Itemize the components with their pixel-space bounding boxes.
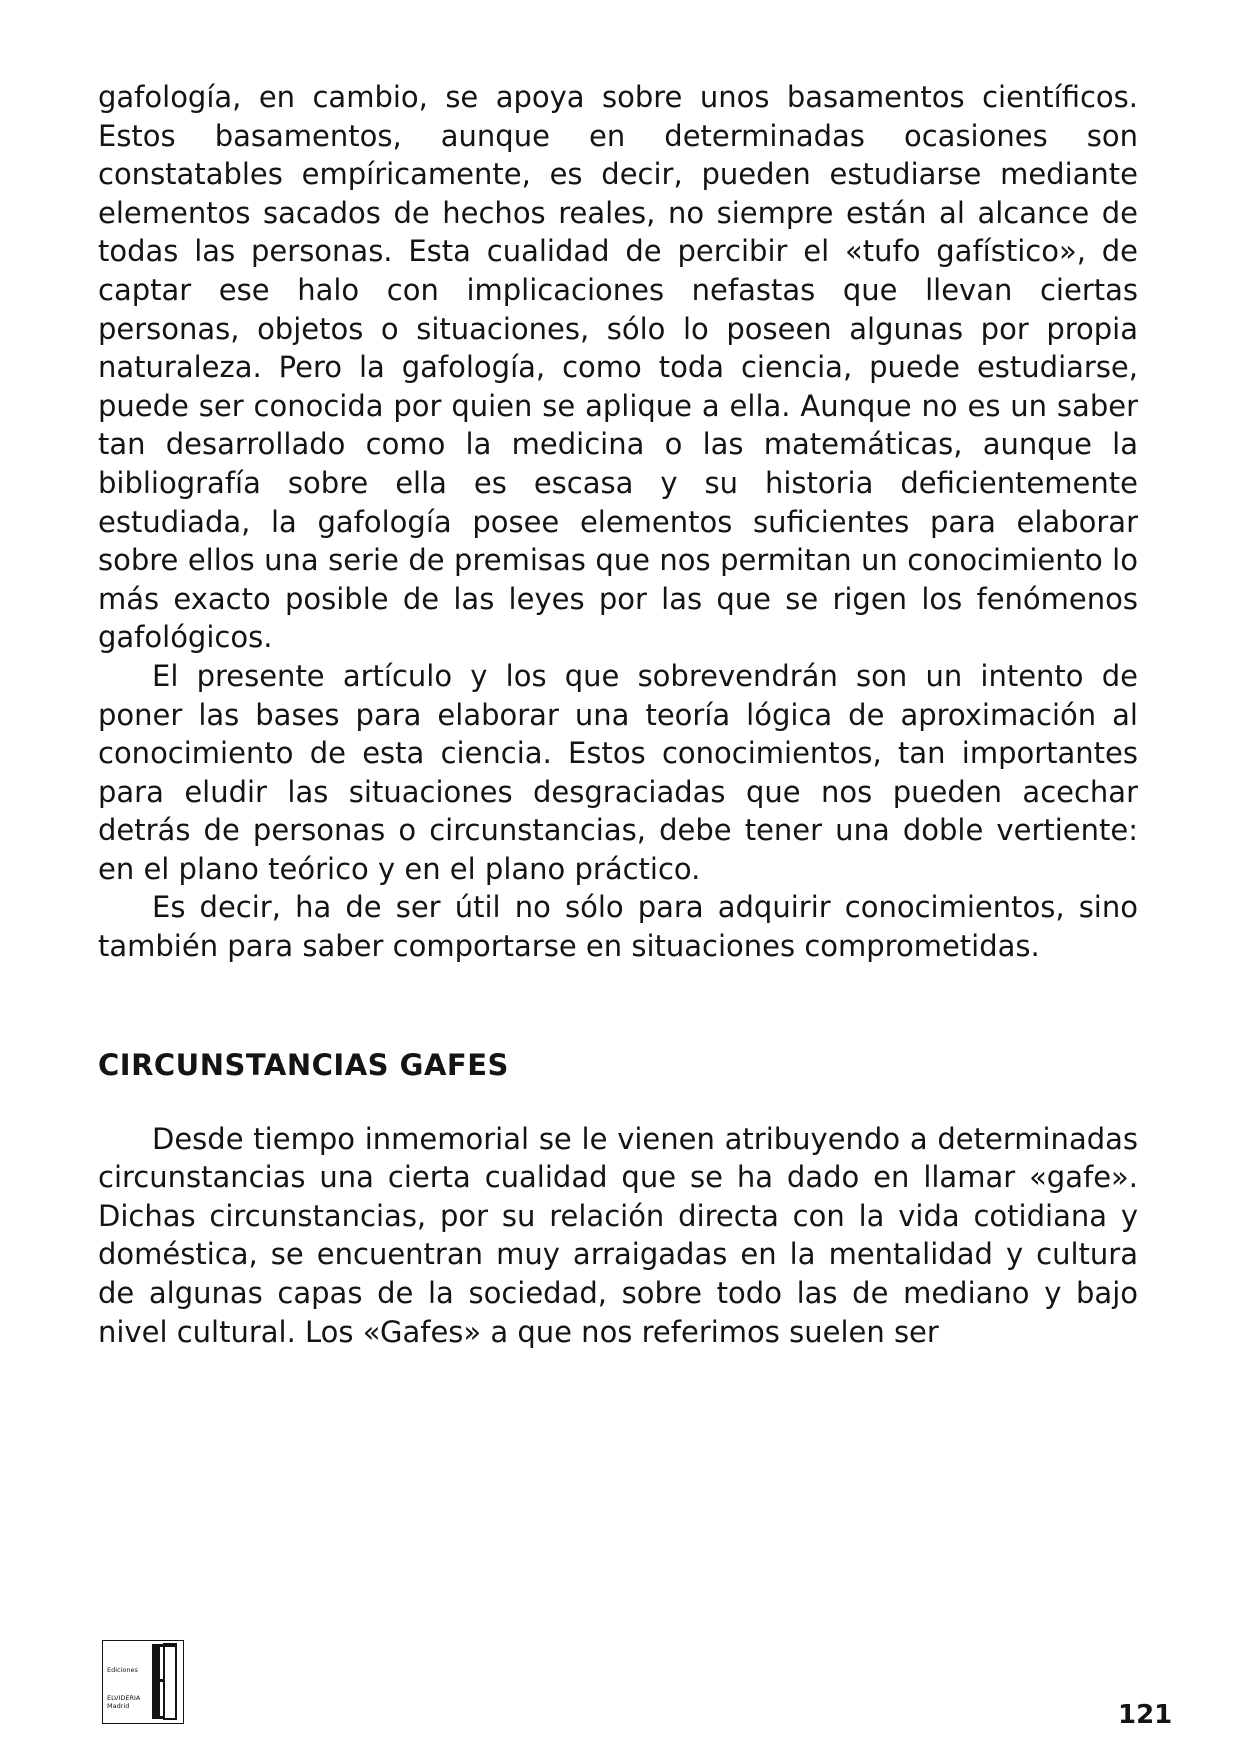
- page-number: 121: [1118, 1700, 1173, 1730]
- text-column: [98, 78, 1138, 1351]
- section-heading: CIRCUNSTANCIAS GAFES: [98, 1047, 509, 1082]
- publisher-logo-line-2: ELVIDERIA Madrid: [107, 1694, 141, 1710]
- publisher-logo: [102, 1640, 184, 1724]
- publisher-logo-mark-icon: [151, 1643, 177, 1720]
- body-paragraph: El presente artículo y los que sobrevendrán son un intento de poner las bases para elaborar una teoría lógica de aproximación al conocimiento de esta ciencia. Estos conocimientos, tan importantes para eludir las situaciones desgraciadas que nos pueden acechar detrás de personas o circunstancias, debe tener una doble vertiente: en el plano teórico y en el plano práctico.: [98, 658, 1138, 886]
- section-paragraph: Desde tiempo inmemorial se le vienen atribuyendo a determinadas circunstancias una cierta cualidad que se ha dado en llamar «gafe». Dichas circunstancias, por su relación directa con la vida cotidiana y doméstica, se encuentran muy arraigadas en la mentalidad y cultura de algunas capas de la sociedad, sobre todo las de mediano y bajo nivel cultural. Los «Gafes» a que nos referimos suelen ser: [98, 1121, 1138, 1349]
- body-paragraph: gafología, en cambio, se apoya sobre unos basamentos científicos. Estos basamentos, aunque en determinadas ocasiones son constatables empíricamente, es decir, pueden estudiarse mediante elementos sacados de hechos reales, no siempre están al alcance de todas las personas. Esta cualidad de percibir el «tufo gafístico», de captar ese halo con implicaciones nefastas que llevan ciertas personas, objetos o situaciones, sólo lo poseen algunas por propia naturaleza. Pero la gafología, como toda ciencia, puede estudiarse, puede ser conocida por quien se aplique a ella. Aunque no es un saber tan desarrollado como la medicina o las matemáticas, aunque la bibliografía sobre ella es escasa y su historia deficientemente estudiada, la gafología posee elementos suficientes para elaborar sobre ellos una serie de premisas que nos permitan un conocimiento lo más exacto posible de las leyes por las que se rigen los fenómenos gafológicos.: [98, 80, 1138, 655]
- publisher-logo-line-1: Ediciones: [107, 1666, 138, 1674]
- body-paragraph: Es decir, ha de ser útil no sólo para adquirir conocimientos, sino también para saber comportarse en situaciones comprometidas.: [98, 890, 1138, 964]
